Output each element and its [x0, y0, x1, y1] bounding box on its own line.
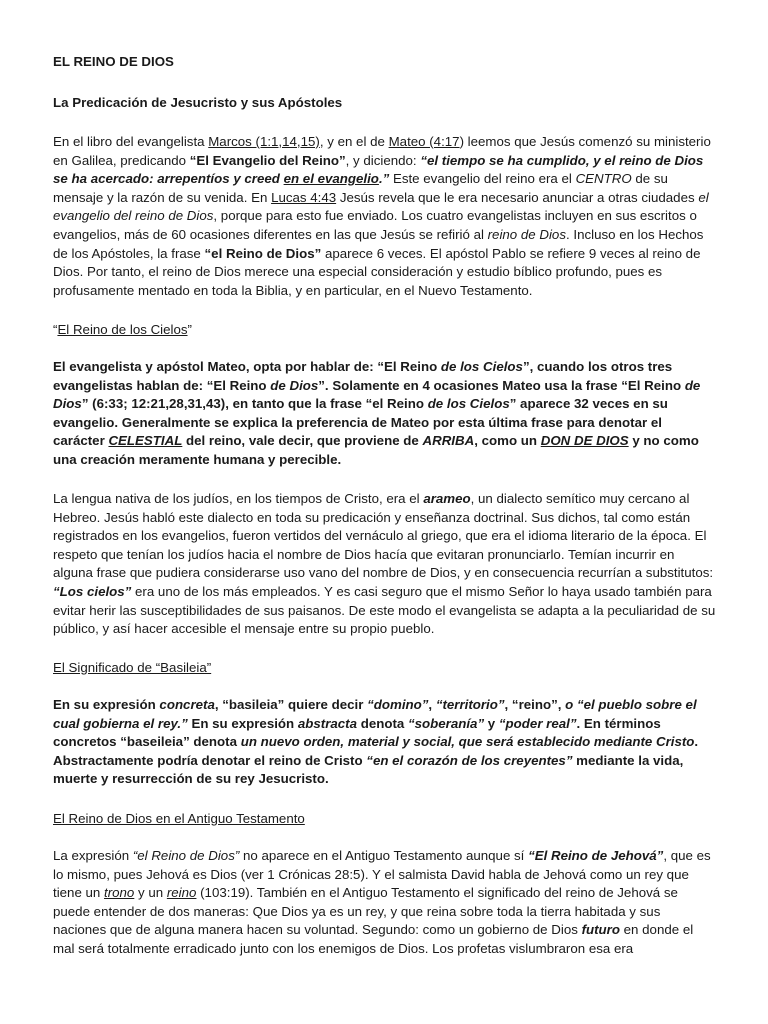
text: , “basileia” quiere decir [214, 697, 368, 712]
bold-phrase: “El Evangelio del Reino” [189, 152, 346, 168]
paragraph-mateo [53, 358, 716, 470]
paragraph-arameo [53, 490, 716, 639]
text: , que es lo mismo, pues Jehová es Dios (ver 1 Crónicas 28:5). Y el salmista David habla de Jehová como un rey que tiene un [53, 848, 711, 901]
italic-word: concreta [159, 697, 215, 712]
bold-italic-phrase: “El Reino de Jehová” [528, 848, 664, 863]
quote-mark: ” [187, 322, 192, 337]
text: . En términos concretos “baseileia” denota [53, 715, 661, 750]
text: . Incluso en los Hechos de los Apóstoles, la frase [53, 226, 704, 261]
text: denota [357, 715, 408, 731]
text: Jesús revela que le era necesario anunciar a otras ciudades [336, 189, 699, 205]
text: , y diciendo: [345, 152, 421, 168]
paragraph-antiguo-testamento [53, 847, 716, 959]
bold-italic-quote: “el tiempo se ha cumplido, y el reino de Dios se ha acercado: arrepentíos y creed [53, 152, 704, 187]
section-heading-reino-cielos [53, 321, 716, 340]
italic-phrase: de los Cielos [427, 396, 510, 412]
italic-phrase: “en el corazón de los creyentes” [366, 752, 573, 768]
text: aparece 6 veces. El apóstol Pablo se refiere 9 veces al reino de Dios. Por tanto, el reino de Dios merece una especial consideración y estudio bíblico profundo, pues es profusamente mentado en toda la Biblia, y en particular, en el Nuevo Testamento. [53, 245, 701, 298]
text: El evangelista y apóstol Mateo, opta por hablar de: “El Reino [53, 359, 441, 374]
italic-underlined-word: trono [104, 885, 135, 901]
text: La expresión [53, 848, 133, 863]
bold-italic-phrase: “Los cielos” [53, 583, 132, 599]
quote-mark: “ [53, 322, 58, 337]
italic-word: “territorio” [435, 697, 505, 712]
text: , [428, 697, 436, 712]
text: En el libro del evangelista [53, 134, 209, 149]
text: no aparece en el Antiguo Testamento aunque sí [239, 848, 529, 863]
text: ) leemos que Jesús comenzó su ministerio en Galilea, predicando [53, 134, 711, 168]
text: , “reino”, [504, 697, 566, 712]
text: . Abstractamente podría denotar el reino de Cristo [53, 734, 699, 768]
text: mediante la vida, muerte y resurrección de su rey Jesucristo. [53, 752, 684, 787]
italic-underlined-word: reino [166, 885, 197, 901]
italic-phrase: “poder real” [498, 715, 577, 731]
text: ”. Solamente en 4 ocasiones Mateo usa la frase “El Reino [318, 377, 685, 393]
text: , y en el de [319, 134, 389, 149]
text: era uno de los más empleados. Y es casi seguro que el mismo Señor lo haya usado también para evitar herir las susceptibilidades de sus paisanos. De este modo el evangelista se adapta a la peculiaridad de su público, y así hacer accesible el mensaje entre su propio pueblo. [53, 583, 716, 637]
italic-word: “soberanía” [407, 715, 485, 731]
bible-ref-marcos: Marcos (1:1,14,15) [208, 134, 320, 149]
text: , como un [474, 433, 541, 449]
bible-ref-mateo: Mateo (4:17 [388, 134, 460, 149]
bold-italic-word: arameo [423, 491, 471, 506]
text: ” (6:33; 12:21,28,31,43), en tanto que la frase “el Reino [81, 396, 428, 412]
italic-phrase: un nuevo orden, material y social, que será establecido mediante Cristo [240, 734, 695, 750]
text: En su expresión [53, 697, 160, 712]
text: en donde el mal será totalmente erradicado junto con los enemigos de Dios. Los profetas vislumbraron esa era [53, 922, 694, 956]
paragraph-intro [53, 133, 716, 300]
italic-word: CENTRO [575, 171, 632, 187]
text: y [484, 715, 499, 731]
document-title: EL REINO DE DIOS [53, 54, 174, 69]
text: La lengua nativa de los judíos, en los tiempos de Cristo, era el [53, 491, 424, 506]
section-heading-antiguo-testamento: El Reino de Dios en el Antiguo Testamento [53, 811, 305, 826]
italic-word: ARRIBA [422, 433, 475, 449]
text: (103:19). También en el Antiguo Testamento el significado del reino de Jehová se puede entender de dos maneras: Que Dios ya es un rey, y que reina sobre toda la tierra habitada y sus naciones que de alguna manera hacen su voluntad. Segundo: como un gobierno de Dios [53, 885, 678, 938]
section-heading-predicacion: La Predicación de Jesucristo y sus Apóstoles [53, 95, 343, 110]
text: y no como una creación meramente humana y perecible. [53, 433, 699, 467]
paragraph-basileia [53, 696, 716, 789]
text: del reino, vale decir, que proviene de [182, 433, 423, 449]
text: , porque para esto fue enviado. Los cuatro evangelistas incluyen en sus escritos o evangelios, más de 60 ocasiones diferentes en las que Jesús se refirió al [53, 208, 697, 242]
italic-phrase: reino de Dios [487, 226, 566, 242]
italic-underlined-word: CELESTIAL [108, 433, 183, 449]
italic-phrase: o “el pueblo sobre el cual gobierna el rey.” [53, 697, 697, 731]
italic-underlined-phrase: DON DE DIOS [540, 433, 629, 449]
text: , un dialecto semítico muy cercano al Hebreo. Jesús habló este dialecto en toda su predicación y enseñanza doctrinal. Sus dichos, tal como están registrados en los evangelios, fueron vertidos del vernáculo al griego, que era el idioma literario de la época. El respeto que tenían los judíos hacia el nombre de Dios hacía que evitaran pronunciarlo. Temían incurrir en alguna frase que pudiera considerarse uso vano del nombre de Dios, y en consecuencia recurrían a substitutos: [53, 491, 714, 581]
text: y un [134, 885, 167, 901]
underlined-phrase: en el evangelio [283, 171, 379, 187]
bible-ref-lucas: Lucas 4:43 [271, 189, 337, 205]
text: ” aparece 32 veces en su evangelio. Generalmente se explica la preferencia de Mateo por esta última frase para denotar el carácter [53, 396, 668, 449]
bold-italic-word: futuro [581, 922, 620, 938]
quote-end: .” [378, 171, 390, 187]
text: En su expresión [187, 715, 298, 731]
italic-word: “domino” [367, 697, 429, 712]
italic-phrase: de Dios [270, 377, 319, 393]
bold-phrase: “el Reino de Dios” [204, 245, 322, 261]
text: ”, cuando los otros tres evangelistas hablan de: “El Reino [53, 359, 673, 393]
italic-word: abstracta [297, 715, 357, 731]
italic-phrase: “el Reino de Dios” [132, 848, 240, 863]
text: de su mensaje y la razón de su venida. En [53, 171, 668, 205]
italic-phrase: el evangelio del reino de Dios [53, 189, 709, 224]
section-heading-basileia: El Significado de “Basileia” [53, 660, 212, 675]
italic-phrase: de los Cielos [440, 359, 523, 374]
heading-text: El Reino de los Cielos [57, 322, 188, 337]
text: Este evangelio del reino era el [389, 171, 576, 187]
italic-phrase: de Dios [53, 377, 701, 412]
